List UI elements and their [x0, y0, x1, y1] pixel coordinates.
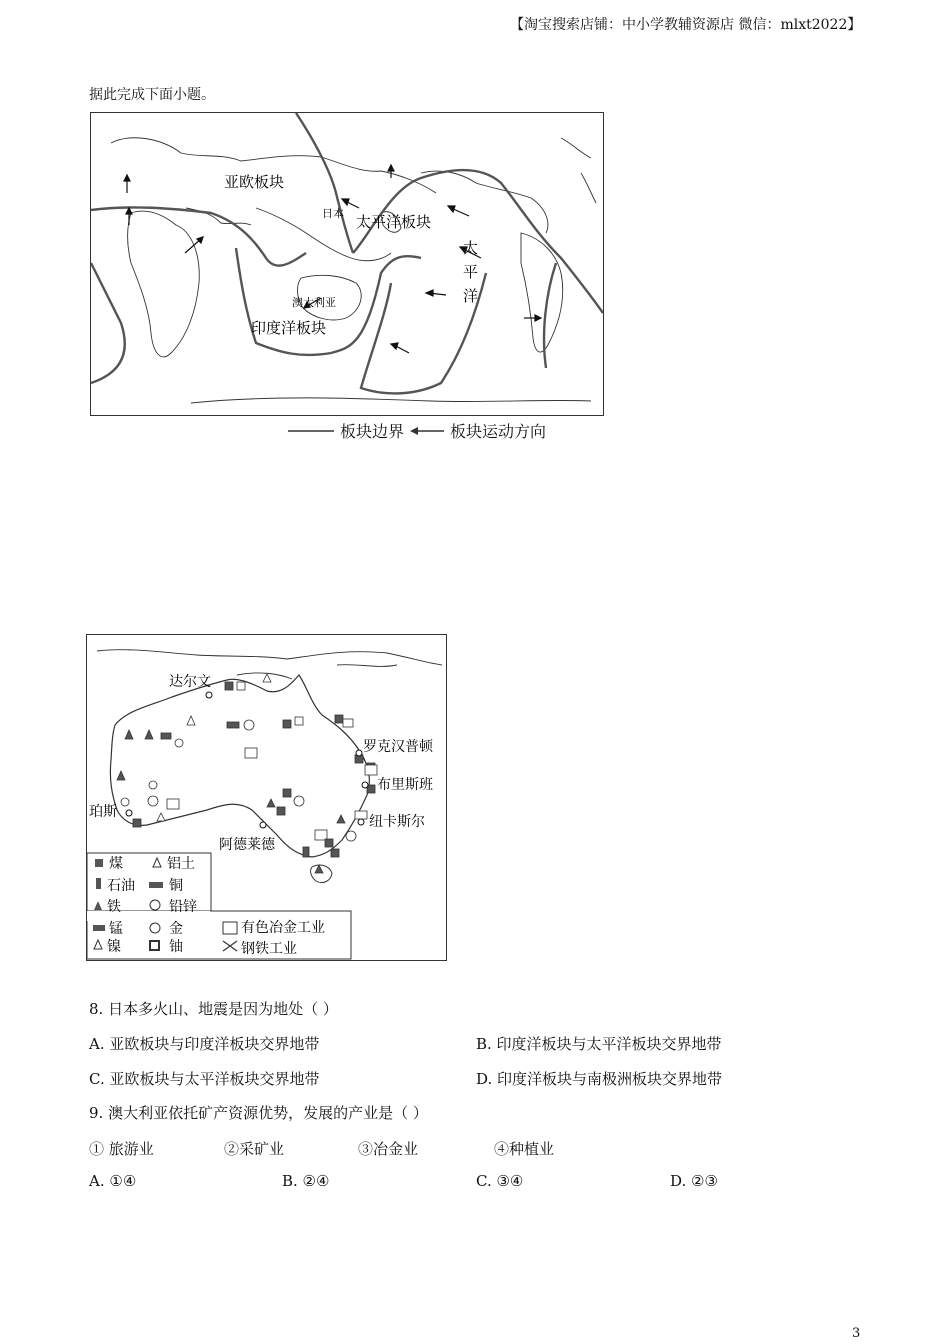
indian-plate-label: 印度洋板块: [251, 319, 327, 337]
manganese-icon: [93, 925, 105, 931]
q9-item-3: ③冶金业: [358, 1140, 419, 1158]
q9-option-b[interactable]: B. ②④: [282, 1172, 330, 1190]
japan-label: 日本: [322, 207, 344, 220]
boundary-line-icon: [288, 426, 334, 436]
continent-outlines: [111, 138, 596, 403]
pacific-ocean-char3: 洋: [463, 287, 479, 305]
pacific-plate-label: 太平洋板块: [356, 213, 432, 231]
darwin-label: 达尔文: [169, 674, 211, 690]
brisbane-label: 布里斯班: [377, 777, 433, 793]
perth-label: 珀斯: [89, 804, 117, 820]
coal-label: 煤: [109, 856, 123, 872]
copper-label: 铜: [169, 878, 183, 894]
q8-option-a[interactable]: A. 亚欧板块与印度洋板块交界地带: [89, 1035, 320, 1053]
direction-legend-label: 板块运动方向: [450, 422, 547, 441]
manganese-label: 锰: [109, 921, 123, 937]
q9-option-d[interactable]: D. ②③: [670, 1172, 718, 1190]
tasmania-outline: [311, 865, 332, 883]
q8-option-b[interactable]: B. 印度洋板块与太平洋板块交界地带: [476, 1035, 722, 1053]
oil-label: 石油: [107, 878, 135, 894]
q8-option-d[interactable]: D. 印度洋板块与南极洲板块交界地带: [476, 1070, 723, 1088]
gold-icon: [150, 923, 160, 933]
q9-item-2: ②采矿业: [224, 1140, 285, 1158]
q8-option-c[interactable]: C. 亚欧板块与太平洋板块交界地带: [89, 1070, 320, 1088]
q9-option-a[interactable]: A. ①④: [89, 1172, 137, 1190]
rockhampton-label: 罗克汉普顿: [363, 739, 433, 755]
page-number: 3: [852, 1326, 861, 1341]
newcastle-label: 纽卡斯尔: [369, 814, 425, 830]
australia-label: 澳大利亚: [292, 296, 336, 309]
australia-map-svg: [87, 635, 446, 960]
boundary-legend-label: 板块边界: [340, 422, 405, 441]
uranium-label: 铀: [169, 939, 183, 955]
plate-map-svg: [91, 113, 603, 415]
intro-text: 据此完成下面小题。: [89, 87, 215, 103]
adelaide-label: 阿德莱德: [219, 837, 275, 853]
steel-label: 钢铁工业: [241, 941, 297, 957]
nickel-label: 镍: [107, 939, 121, 955]
copper-icon: [149, 882, 163, 888]
q9-option-c[interactable]: C. ③④: [476, 1172, 524, 1190]
plate-map-legend: [288, 419, 546, 442]
oil-icon: [96, 878, 101, 889]
nonferrous-icon: [223, 922, 237, 934]
plate-map: [90, 112, 604, 416]
coal-icon: [95, 859, 103, 867]
australia-map: [86, 634, 447, 961]
islands-outline: [97, 650, 442, 679]
motion-arrows: [124, 165, 541, 353]
bauxite-label: 铝土: [167, 856, 195, 872]
australia-outline: [110, 675, 369, 857]
q9-item-4: ④种植业: [494, 1140, 555, 1158]
page-header: 【淘宝搜索店铺：中小学教辅资源店 微信：mlxt2022】: [510, 17, 862, 33]
leadzinc-icon: [150, 900, 160, 910]
pacific-ocean-char2: 平: [463, 263, 479, 281]
q8-stem: 8. 日本多火山、地震是因为地处（ ）: [89, 1000, 338, 1018]
gold-label: 金: [169, 921, 183, 937]
nonferrous-label: 有色冶金工业: [241, 920, 325, 936]
eurasian-plate-label: 亚欧板块: [224, 173, 285, 191]
pacific-ocean-char1: 太: [463, 239, 479, 257]
plate-boundaries: [91, 113, 603, 393]
q9-stem: 9. 澳大利亚依托矿产资源优势，发展的产业是（ ）: [89, 1104, 428, 1122]
leadzinc-label: 铅锌: [169, 899, 197, 915]
arrow-left-icon: [410, 426, 444, 436]
q9-item-1: ① 旅游业: [89, 1140, 154, 1158]
iron-label: 铁: [107, 899, 121, 915]
uranium-icon: [150, 941, 159, 950]
